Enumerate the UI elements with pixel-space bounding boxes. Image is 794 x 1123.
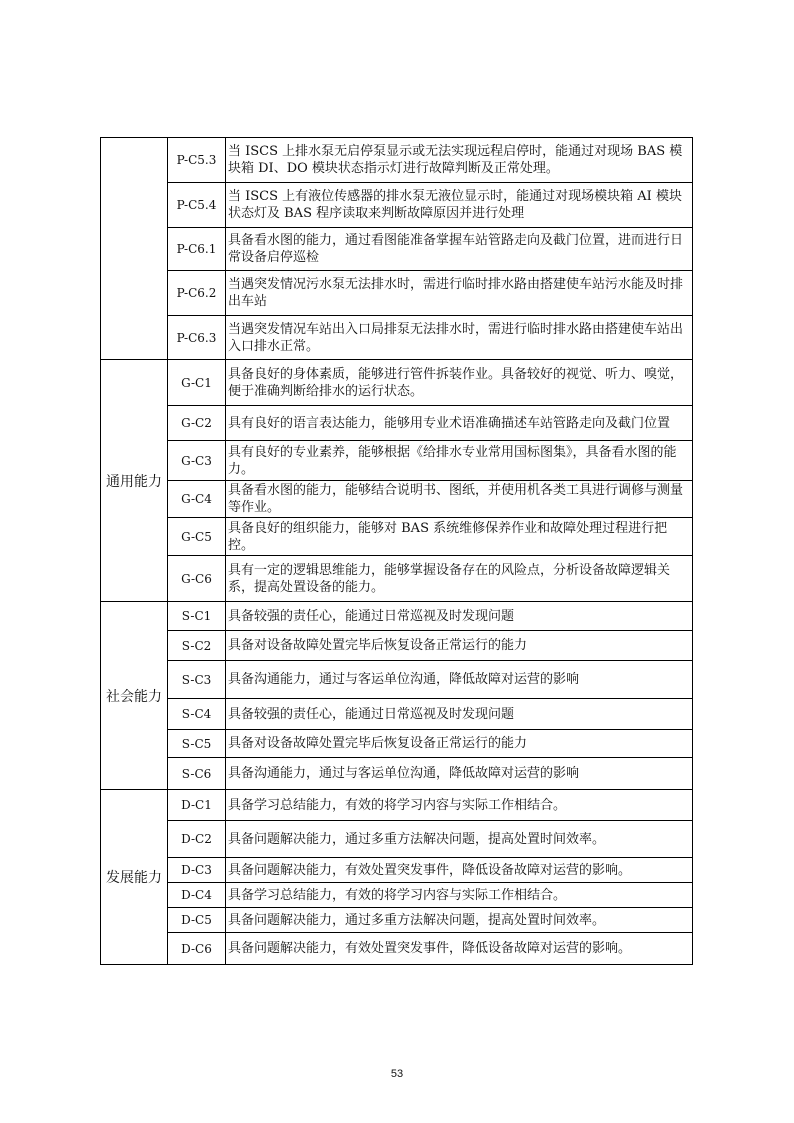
table-row: [101, 699, 693, 730]
ability-code: G-C1: [168, 360, 226, 406]
ability-description: 具有良好的语言表达能力，能够用专业术语准确描述车站管路走向及截门位置: [226, 406, 693, 441]
table-row: [101, 661, 693, 699]
ability-code: D-C3: [168, 858, 226, 883]
category-cell: 社会能力: [101, 602, 168, 790]
table-row: [101, 908, 693, 933]
category-cell: [101, 138, 168, 360]
ability-code: P-C6.1: [168, 228, 226, 271]
ability-code: D-C6: [168, 933, 226, 965]
table-row: [101, 138, 693, 183]
ability-description: 具备问题解决能力，通过多重方法解决问题，提高处置时间效率。: [226, 821, 693, 858]
ability-description: 具备问题解决能力，有效处置突发事件，降低设备故障对运营的影响。: [226, 933, 693, 965]
ability-description: 具备看水图的能力，通过看图能准备掌握车站管路走向及截门位置，进而进行日常设备启停巡检: [226, 228, 693, 271]
table-row: [101, 518, 693, 556]
ability-code: S-C3: [168, 661, 226, 699]
ability-code: S-C1: [168, 602, 226, 631]
page-number: 53: [390, 1068, 404, 1080]
ability-code: S-C4: [168, 699, 226, 730]
table-row: [101, 858, 693, 883]
ability-code: S-C5: [168, 730, 226, 758]
ability-code: S-C2: [168, 631, 226, 661]
ability-description: 当 ISCS 上排水泵无启停泵显示或无法实现远程启停时，能通过对现场 BAS 模块箱 DI、DO 模块状态指示灯进行故障判断及正常处理。: [226, 138, 693, 183]
ability-description: 具备问题解决能力，有效处置突发事件，降低设备故障对运营的影响。: [226, 858, 693, 883]
ability-description: 具备学习总结能力，有效的将学习内容与实际工作相结合。: [226, 883, 693, 908]
ability-code: P-C5.4: [168, 183, 226, 228]
ability-description: 具备良好的身体素质，能够进行管件拆装作业。具备较好的视觉、听力、嗅觉，便于准确判断给排水的运行状态。: [226, 360, 693, 406]
ability-description: 具有良好的专业素养，能够根据《给排水专业常用国标图集》，具备看水图的能力。: [226, 441, 693, 481]
ability-code: G-C4: [168, 481, 226, 518]
ability-description: 具备对设备故障处置完毕后恢复设备正常运行的能力: [226, 631, 693, 661]
table-row: [101, 441, 693, 481]
ability-description: 具备较强的责任心，能通过日常巡视及时发现问题: [226, 699, 693, 730]
ability-description: 具备较强的责任心，能通过日常巡视及时发现问题: [226, 602, 693, 631]
ability-description: 具备学习总结能力，有效的将学习内容与实际工作相结合。: [226, 790, 693, 821]
ability-code: D-C5: [168, 908, 226, 933]
table-row: [101, 360, 693, 406]
table-row: [101, 602, 693, 631]
ability-description: 具有一定的逻辑思维能力，能够掌握设备存在的风险点，分析设备故障逻辑关系，提高处置设备的能力。: [226, 556, 693, 602]
ability-description: 具备看水图的能力，能够结合说明书、图纸，并使用机各类工具进行调修与测量等作业。: [226, 481, 693, 518]
category-cell: 通用能力: [101, 360, 168, 602]
ability-code: P-C6.3: [168, 316, 226, 360]
table-row: [101, 183, 693, 228]
ability-code: P-C6.2: [168, 271, 226, 316]
ability-description: 当遇突发情况污水泵无法排水时，需进行临时排水路由搭建使车站污水能及时排出车站: [226, 271, 693, 316]
table-row: [101, 883, 693, 908]
ability-description: 具备问题解决能力，通过多重方法解决问题，提高处置时间效率。: [226, 908, 693, 933]
table-row: [101, 481, 693, 518]
table-row: [101, 933, 693, 965]
ability-code: S-C6: [168, 758, 226, 790]
ability-code: G-C3: [168, 441, 226, 481]
ability-description: 当遇突发情况车站出入口局排泵无法排水时，需进行临时排水路由搭建使车站出入口排水正常。: [226, 316, 693, 360]
table-row: [101, 631, 693, 661]
ability-code: G-C5: [168, 518, 226, 556]
category-cell: 发展能力: [101, 790, 168, 965]
ability-code: P-C5.3: [168, 138, 226, 183]
ability-description: 具备对设备故障处置完毕后恢复设备正常运行的能力: [226, 730, 693, 758]
ability-code: G-C2: [168, 406, 226, 441]
table-row: [101, 790, 693, 821]
ability-code: D-C1: [168, 790, 226, 821]
ability-code: G-C6: [168, 556, 226, 602]
table-row: [101, 730, 693, 758]
ability-description: 具备良好的组织能力，能够对 BAS 系统维修保养作业和故障处理过程进行把控。: [226, 518, 693, 556]
ability-description: 具备沟通能力，通过与客运单位沟通，降低故障对运营的影响: [226, 758, 693, 790]
table-row: [101, 271, 693, 316]
ability-code: D-C4: [168, 883, 226, 908]
table-row: [101, 758, 693, 790]
ability-code: D-C2: [168, 821, 226, 858]
table-row: [101, 821, 693, 858]
table-row: [101, 316, 693, 360]
table-row: [101, 556, 693, 602]
ability-description: 当 ISCS 上有液位传感器的排水泵无液位显示时，能通过对现场模块箱 AI 模块状态灯及 BAS 程序读取来判断故障原因并进行处理: [226, 183, 693, 228]
table-row: [101, 406, 693, 441]
ability-table: [100, 137, 693, 965]
ability-description: 具备沟通能力，通过与客运单位沟通，降低故障对运营的影响: [226, 661, 693, 699]
table-row: [101, 228, 693, 271]
